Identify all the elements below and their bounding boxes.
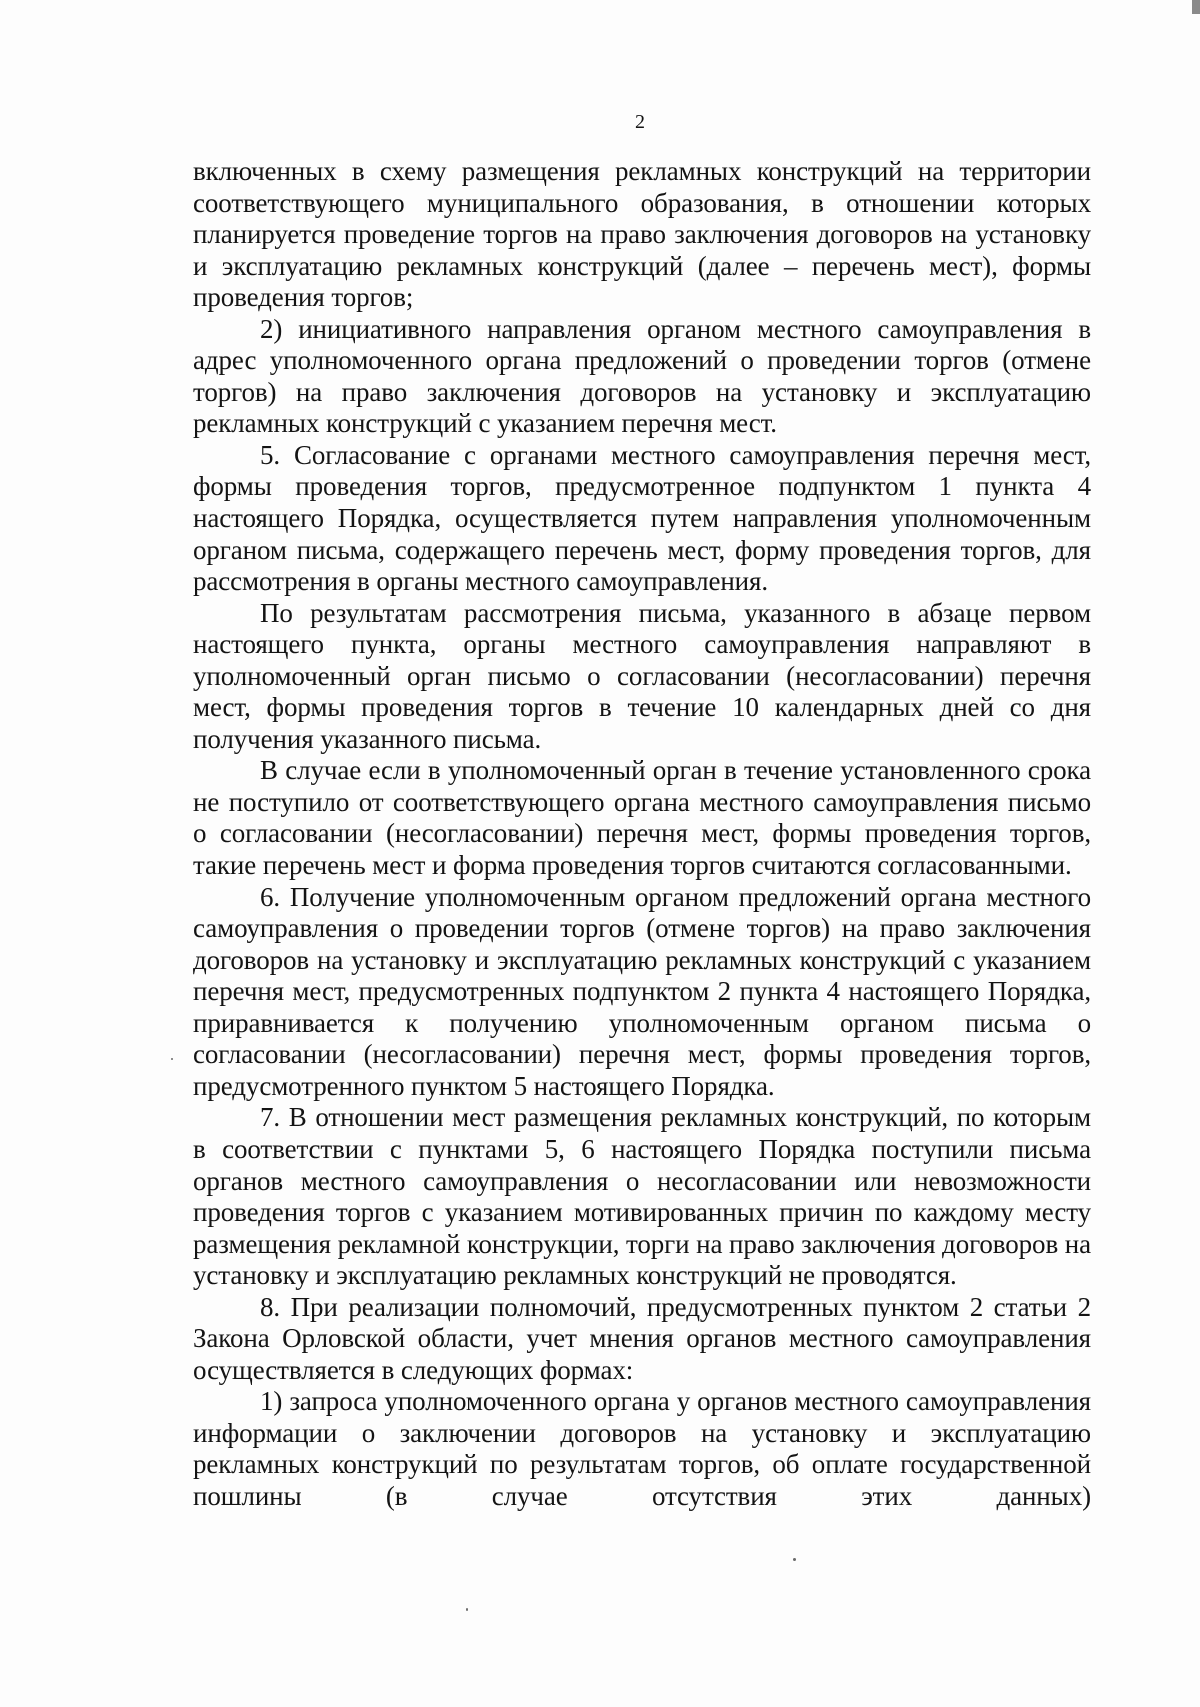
scan-speck <box>793 1558 796 1561</box>
scan-speck <box>466 1608 468 1611</box>
page-number: 2 <box>635 111 645 133</box>
paragraph-subitem-2: 2) инициативного направления органом местного самоуправления в адрес уполномоченного органа предложений о проведении торгов (отмене торгов) на право заключения договоров на установку и эксплуатацию рекламных конструкций с указанием перечня мест. <box>193 313 1091 439</box>
paragraph-item-5: 5. Согласование с органами местного самоуправления перечня мест, формы проведения торгов, предусмотренное подпунктом 1 пункта 4 настоящего Порядка, осуществляется путем направления уполномоченным органом письма, содержащего перечень мест, форму проведения торгов, для рассмотрения в органы местного самоуправления. <box>193 439 1091 597</box>
scan-edge-mark <box>1192 0 1200 14</box>
scan-speck <box>171 1058 173 1060</box>
paragraph-continuation: включенных в схему размещения рекламных конструкций на территории соответствующего муниципального образования, в отношении которых планируется проведение торгов на право заключения договоров на установку и эксплуатацию рекламных конструкций (далее – перечень мест), формы проведения торгов; <box>193 156 1091 313</box>
paragraph-item-5-review: По результатам рассмотрения письма, указанного в абзаце первом настоящего пункта, органы местного самоуправления направляют в уполномоченный орган письмо о согласовании (несогласовании) перечня мест, формы проведения торгов в течение 10 календарных дней со дня получения указанного письма. <box>193 597 1091 754</box>
paragraph-item-7: 7. В отношении мест размещения рекламных конструкций, по которым в соответствии с пунктами 5, 6 настоящего Порядка поступили письма органов местного самоуправления о несогласовании или невозможности проведения торгов с указанием мотивированных причин по каждому месту размещения рекламной конструкции, торги на право заключения договоров на установку и эксплуатацию рекламных конструкций не проводятся. <box>193 1102 1091 1291</box>
document-body <box>193 156 1091 1513</box>
paragraph-item-6: 6. Получение уполномоченным органом предложений органа местного самоуправления о проведении торгов (отмене торгов) на право заключения договоров на установку и эксплуатацию рекламных конструкций с указанием перечня мест, предусмотренных подпунктом 2 пункта 4 настоящего Порядка, приравнивается к получению уполномоченным органом письма о согласовании (несогласовании) перечня мест, формы проведения торгов, предусмотренного пунктом 5 настоящего Порядка. <box>193 881 1091 1101</box>
paragraph-item-8-subitem-1: 1) запроса уполномоченного органа у органов местного самоуправления информации о заключении договоров на установку и эксплуатацию рекламных конструкций по результатам торгов, об оплате государственной пошлины (в случае отсутствия этих данных) <box>193 1386 1091 1511</box>
paragraph-item-8: 8. При реализации полномочий, предусмотренных пунктом 2 статьи 2 Закона Орловской области, учет мнения органов местного самоуправления осуществляется в следующих формах: <box>193 1291 1091 1385</box>
paragraph-item-5-default: В случае если в уполномоченный орган в течение установленного срока не поступило от соответствующего органа местного самоуправления письмо о согласовании (несогласовании) перечня мест, формы проведения торгов, такие перечень мест и форма проведения торгов считаются согласованными. <box>193 755 1091 881</box>
